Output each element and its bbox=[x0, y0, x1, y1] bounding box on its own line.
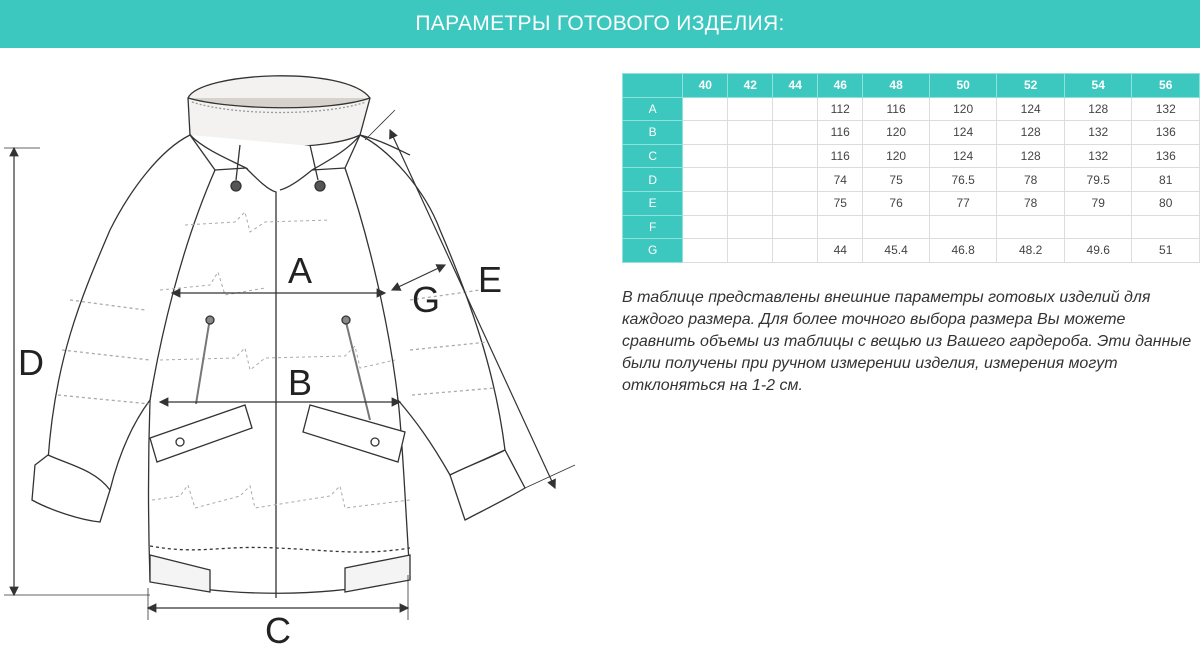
table-cell: 120 bbox=[863, 144, 930, 168]
row-label: G bbox=[623, 239, 683, 263]
table-cell: 128 bbox=[1064, 97, 1132, 121]
label-e: E bbox=[478, 259, 503, 300]
table-cell: 78 bbox=[997, 191, 1065, 215]
size-header: 52 bbox=[997, 74, 1065, 98]
table-cell: 45.4 bbox=[863, 239, 930, 263]
table-row bbox=[623, 215, 1200, 239]
table-cell bbox=[728, 168, 773, 192]
table-cell: 124 bbox=[929, 144, 997, 168]
table-cell: 120 bbox=[929, 97, 997, 121]
table-cell bbox=[773, 97, 818, 121]
table-cell: 79.5 bbox=[1064, 168, 1132, 192]
table-cell bbox=[728, 191, 773, 215]
table-cell bbox=[683, 97, 728, 121]
table-cell: 46.8 bbox=[929, 239, 997, 263]
table-cell: 128 bbox=[997, 121, 1065, 145]
table-cell: 74 bbox=[818, 168, 863, 192]
table-cell: 120 bbox=[863, 121, 930, 145]
table-cell bbox=[929, 215, 997, 239]
table-corner bbox=[623, 74, 683, 98]
label-g: G bbox=[412, 279, 441, 320]
label-d: D bbox=[18, 342, 44, 383]
table-cell: 132 bbox=[1064, 121, 1132, 145]
table-cell bbox=[728, 144, 773, 168]
hood-outline bbox=[188, 76, 370, 147]
table-cell bbox=[683, 239, 728, 263]
table-cell bbox=[728, 215, 773, 239]
table-cell: 80 bbox=[1132, 191, 1200, 215]
table-cell: 77 bbox=[929, 191, 997, 215]
table-cell: 79 bbox=[1064, 191, 1132, 215]
table-cell bbox=[863, 215, 930, 239]
table-cell: 51 bbox=[1132, 239, 1200, 263]
table-cell: 112 bbox=[818, 97, 863, 121]
size-note: В таблице представлены внешние параметры готовых изделий для каждого размера. Для более точного выбора размера Вы можете сравнить объемы из таблицы с вещью из Вашего гардероба. Эти данные были получены при ручном измерении изделия, измерения могут отклоняться на 1-2 см. bbox=[622, 289, 1192, 394]
table-cell: 136 bbox=[1132, 121, 1200, 145]
table-cell bbox=[997, 215, 1065, 239]
table-cell bbox=[773, 121, 818, 145]
table-cell: 48.2 bbox=[997, 239, 1065, 263]
table-cell: 132 bbox=[1064, 144, 1132, 168]
table-cell bbox=[773, 144, 818, 168]
size-header: 42 bbox=[728, 74, 773, 98]
table-cell bbox=[728, 121, 773, 145]
table-cell: 76.5 bbox=[929, 168, 997, 192]
table-cell bbox=[683, 144, 728, 168]
table-cell: 116 bbox=[863, 97, 930, 121]
row-label: C bbox=[623, 144, 683, 168]
size-header: 40 bbox=[683, 74, 728, 98]
table-cell bbox=[773, 168, 818, 192]
label-a: A bbox=[288, 250, 313, 291]
table-cell bbox=[1064, 215, 1132, 239]
table-cell: 44 bbox=[818, 239, 863, 263]
table-cell bbox=[773, 239, 818, 263]
size-header: 54 bbox=[1064, 74, 1132, 98]
header-bar bbox=[0, 0, 1200, 48]
table-cell bbox=[728, 239, 773, 263]
table-cell bbox=[773, 215, 818, 239]
table-cell bbox=[683, 168, 728, 192]
table-row bbox=[623, 97, 1200, 121]
size-header-row bbox=[623, 74, 1200, 98]
table-cell: 132 bbox=[1132, 97, 1200, 121]
row-label: E bbox=[623, 191, 683, 215]
table-cell: 76 bbox=[863, 191, 930, 215]
table-cell bbox=[683, 191, 728, 215]
table-cell bbox=[683, 215, 728, 239]
table-row bbox=[623, 121, 1200, 145]
size-header: 44 bbox=[773, 74, 818, 98]
size-header: 56 bbox=[1132, 74, 1200, 98]
row-label: F bbox=[623, 215, 683, 239]
row-label: B bbox=[623, 121, 683, 145]
table-cell: 78 bbox=[997, 168, 1065, 192]
table-cell: 136 bbox=[1132, 144, 1200, 168]
row-label: A bbox=[623, 97, 683, 121]
table-row bbox=[623, 144, 1200, 168]
table-row bbox=[623, 168, 1200, 192]
table-cell bbox=[773, 191, 818, 215]
table-cell bbox=[818, 215, 863, 239]
size-header: 46 bbox=[818, 74, 863, 98]
label-c: C bbox=[265, 610, 291, 650]
page-title: ПАРАМЕТРЫ ГОТОВОГО ИЗДЕЛИЯ: bbox=[415, 12, 785, 35]
size-header: 48 bbox=[863, 74, 930, 98]
table-cell: 128 bbox=[997, 144, 1065, 168]
size-header: 50 bbox=[929, 74, 997, 98]
table-cell: 75 bbox=[863, 168, 930, 192]
table-cell: 124 bbox=[997, 97, 1065, 121]
table-cell: 75 bbox=[818, 191, 863, 215]
table-cell: 81 bbox=[1132, 168, 1200, 192]
table-cell bbox=[1132, 215, 1200, 239]
table-cell bbox=[728, 97, 773, 121]
size-table bbox=[622, 73, 1200, 263]
table-cell bbox=[683, 121, 728, 145]
table-row bbox=[623, 191, 1200, 215]
table-cell: 49.6 bbox=[1064, 239, 1132, 263]
table-cell: 124 bbox=[929, 121, 997, 145]
table-cell: 116 bbox=[818, 121, 863, 145]
jacket-measurement-diagram bbox=[0, 50, 600, 650]
table-row bbox=[623, 239, 1200, 263]
table-cell: 116 bbox=[818, 144, 863, 168]
row-label: D bbox=[623, 168, 683, 192]
label-b: B bbox=[288, 362, 313, 403]
